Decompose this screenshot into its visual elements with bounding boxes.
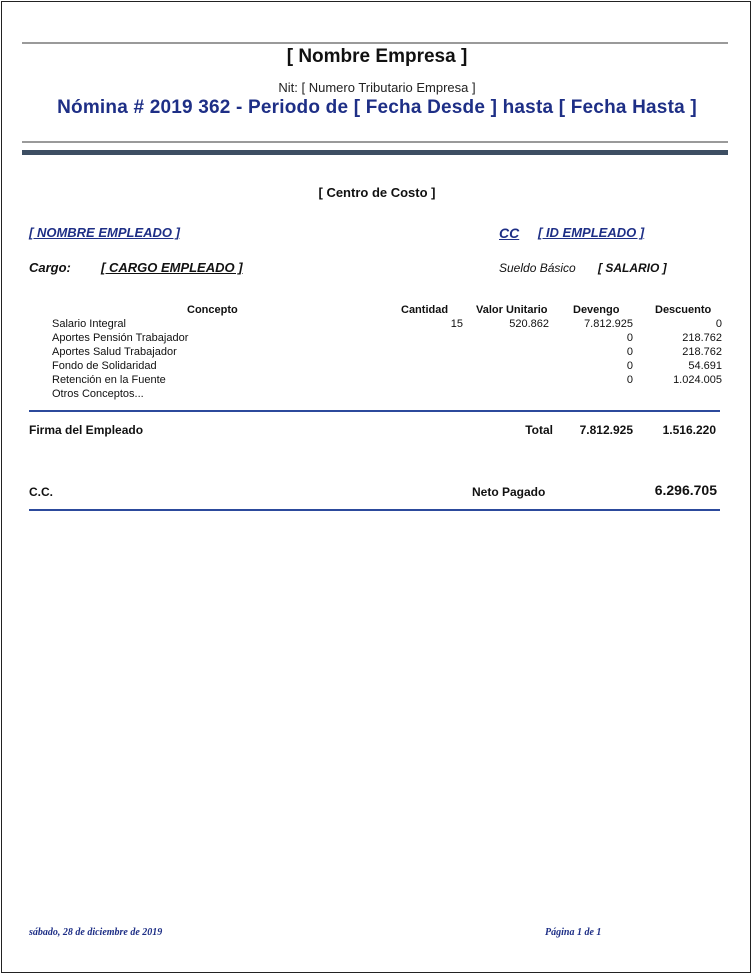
row-devengo: 7.812.925 — [584, 318, 633, 330]
neto-value: 6.296.705 — [654, 482, 717, 498]
row-valor-unitario: 520.862 — [509, 318, 549, 330]
cargo-value: [ CARGO EMPLEADO ] — [101, 260, 243, 275]
row-concepto: Otros Conceptos... — [52, 388, 144, 400]
row-concepto: Aportes Pensión Trabajador — [52, 332, 189, 344]
firma-label: Firma del Empleado — [29, 423, 144, 437]
total-devengo: 7.812.925 — [579, 423, 633, 437]
header-bottom-thin-rule — [22, 141, 728, 143]
row-concepto: Fondo de Solidaridad — [52, 360, 157, 372]
sueldo-label: Sueldo Básico — [499, 261, 576, 275]
row-devengo: 0 — [626, 346, 633, 358]
row-descuento: 0 — [715, 318, 722, 330]
company-name: [ Nombre Empresa ] — [286, 46, 468, 67]
employee-cc-label: CC — [499, 225, 520, 241]
cc-label: C.C. — [29, 485, 53, 499]
row-descuento: 1.024.005 — [673, 374, 722, 386]
footer-page: Página 1 de 1 — [545, 927, 602, 938]
header-top-rule — [22, 42, 728, 44]
table-divider-line — [29, 410, 720, 412]
row-descuento: 218.762 — [682, 332, 722, 344]
signature-line — [29, 509, 720, 511]
header-descuento: Descuento — [655, 304, 712, 316]
row-descuento: 54.691 — [688, 360, 722, 372]
row-descuento: 218.762 — [682, 346, 722, 358]
header-cantidad: Cantidad — [401, 304, 449, 316]
total-label: Total — [525, 423, 553, 437]
row-devengo: 0 — [626, 332, 633, 344]
company-nit: Nit: [ Numero Tributario Empresa ] — [278, 80, 476, 95]
cargo-label: Cargo: — [29, 260, 71, 275]
header-concepto: Concepto — [187, 304, 238, 316]
row-devengo: 0 — [626, 360, 633, 372]
row-devengo: 0 — [626, 374, 633, 386]
neto-label: Neto Pagado — [472, 485, 546, 499]
employee-id: [ ID EMPLEADO ] — [538, 225, 645, 240]
header-bottom-thick-rule — [22, 150, 728, 155]
employee-name: [ NOMBRE EMPLEADO ] — [29, 225, 180, 240]
cost-center: [ Centro de Costo ] — [318, 185, 436, 200]
row-concepto: Salario Integral — [52, 318, 126, 330]
footer-date: sábado, 28 de diciembre de 2019 — [29, 927, 163, 938]
row-concepto: Retención en la Fuente — [52, 374, 166, 386]
row-concepto: Aportes Salud Trabajador — [52, 346, 177, 358]
total-descuento: 1.516.220 — [662, 423, 716, 437]
sueldo-value: [ SALARIO ] — [598, 261, 667, 275]
header-devengo: Devengo — [573, 304, 620, 316]
row-cantidad: 15 — [450, 318, 463, 330]
nomina-title: Nómina # 2019 362 - Periodo de [ Fecha Desde ] hasta [ Fecha Hasta ] — [57, 97, 697, 118]
header-valor-unitario: Valor Unitario — [476, 304, 548, 316]
